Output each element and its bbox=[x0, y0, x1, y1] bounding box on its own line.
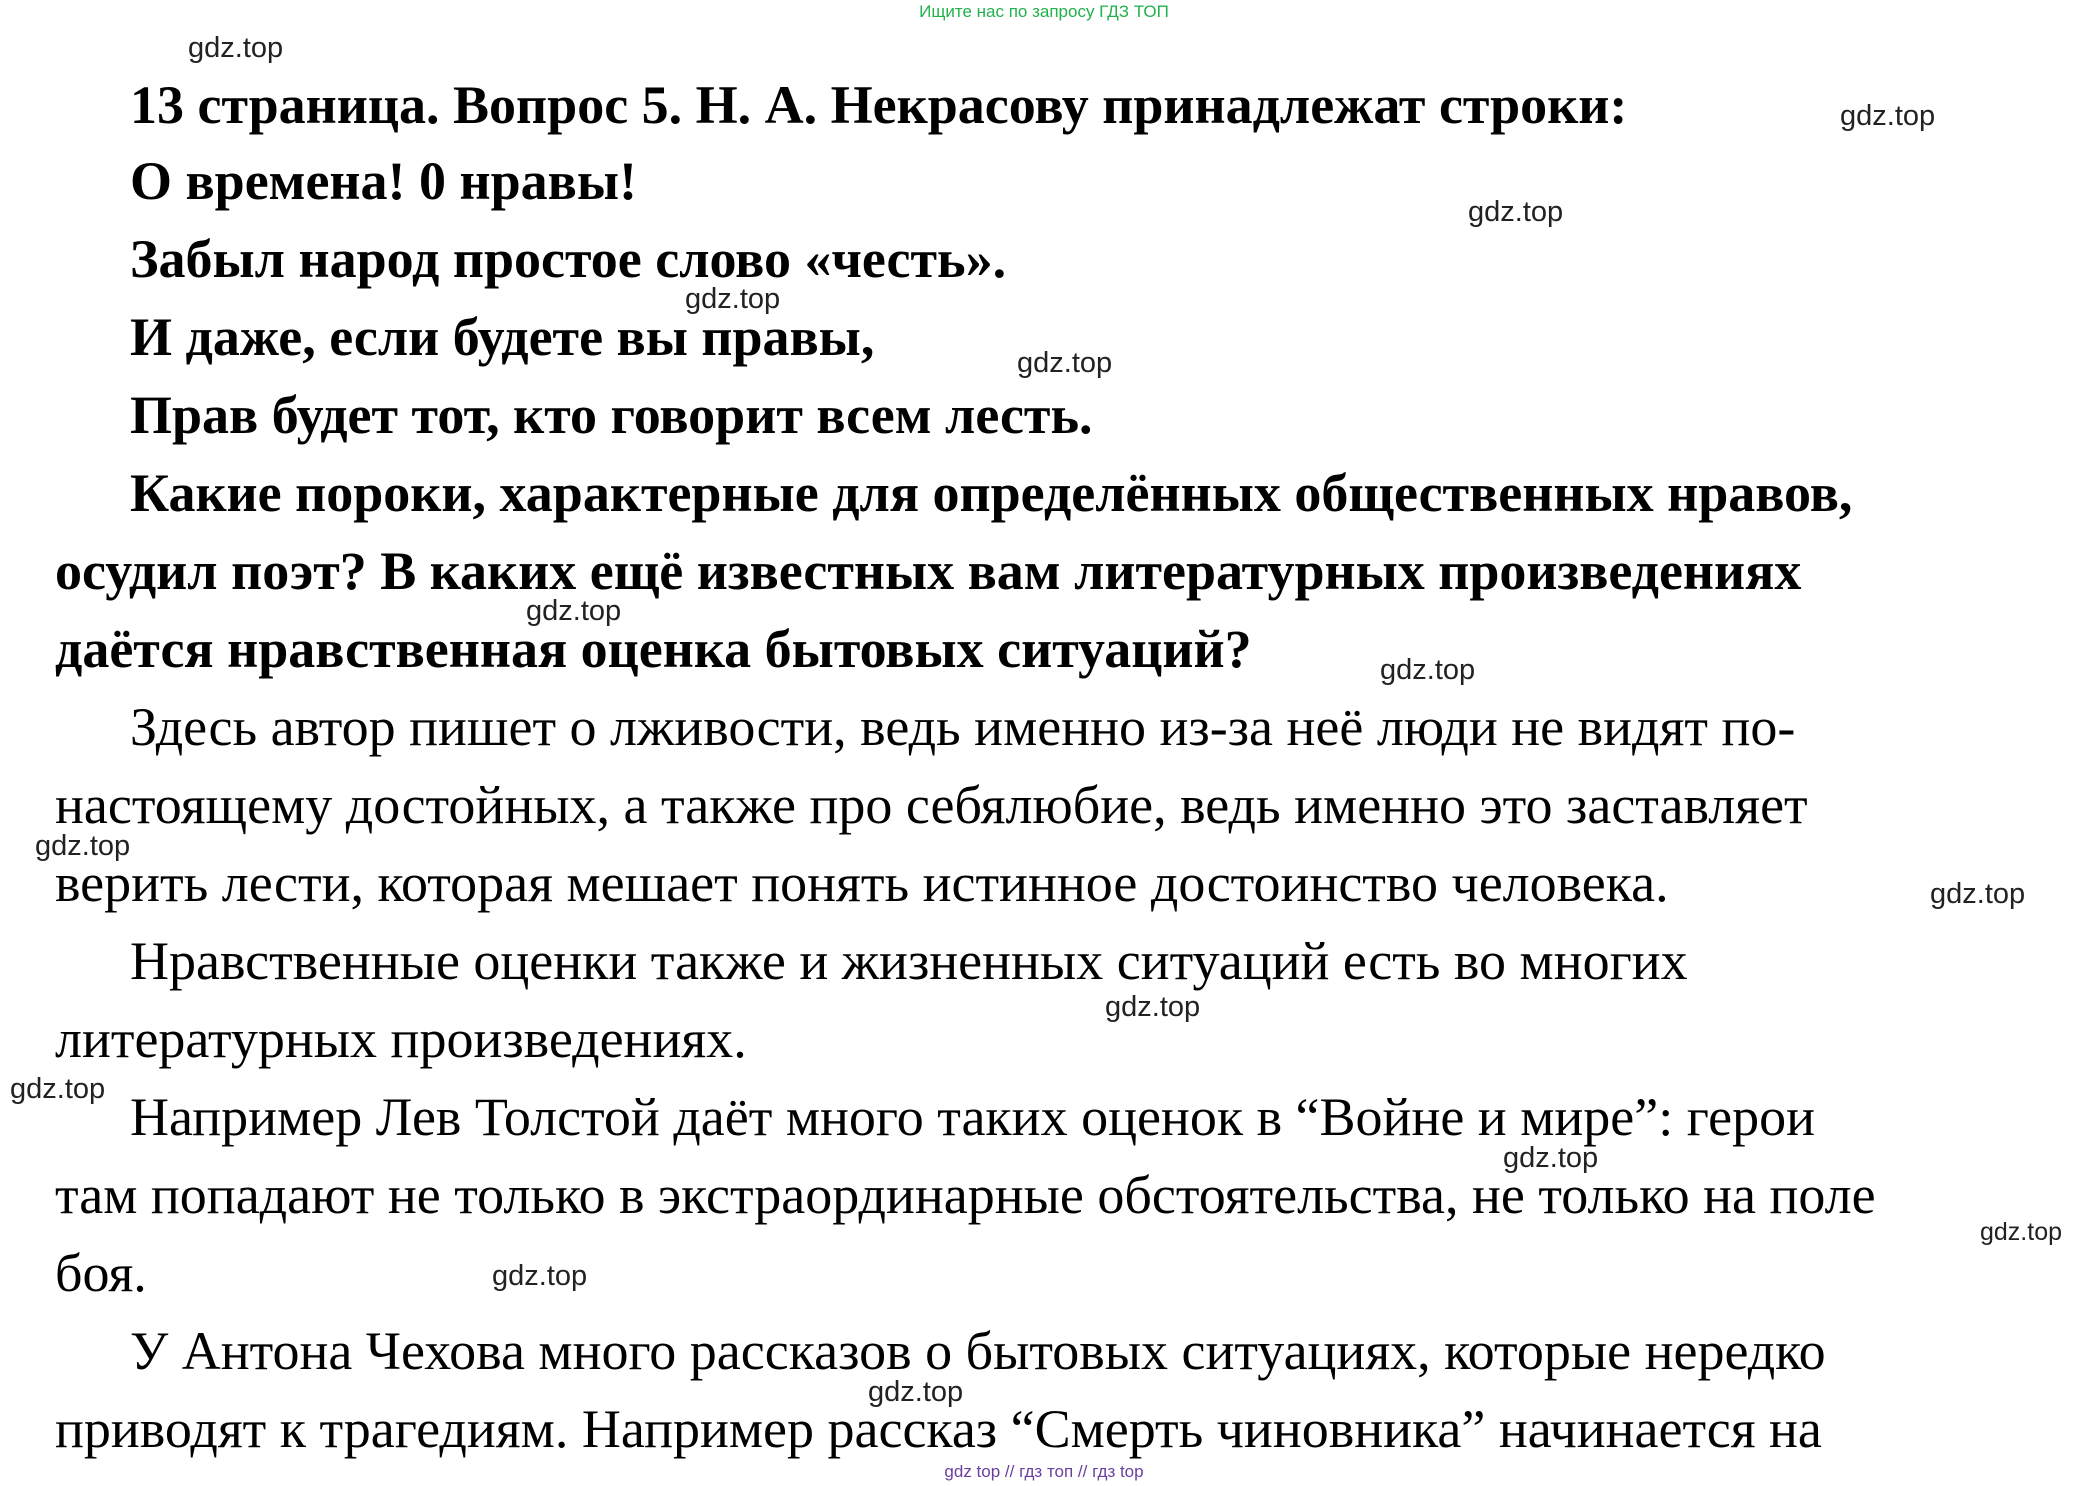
answer-line: приводят к трагедиям. Например рассказ “Смерть чиновника” начинается на bbox=[55, 1399, 1822, 1459]
top-banner: Ищите нас по запросу ГДЗ ТОП bbox=[919, 2, 1169, 21]
answer-line: Здесь автор пишет о лживости, ведь именно из-за неё люди не видят по- bbox=[130, 697, 1796, 757]
watermark: gdz.top bbox=[868, 1376, 964, 1408]
watermark: gdz.top bbox=[1503, 1142, 1599, 1174]
watermark: gdz.top bbox=[10, 1073, 106, 1105]
question-line: И даже, если будете вы правы, bbox=[130, 307, 875, 367]
answer-line: там попадают не только в экстраординарные обстоятельства, не только на поле bbox=[55, 1165, 1876, 1225]
watermark: gdz.top bbox=[526, 595, 622, 627]
answer-line: Нравственные оценки также и жизненных ситуаций есть во многих bbox=[130, 931, 1688, 991]
answer-line: Например Лев Толстой даёт много таких оценок в “Войне и мире”: герои bbox=[130, 1087, 1816, 1147]
watermark: gdz.top bbox=[685, 283, 781, 315]
question-line: осудил поэт? В каких ещё известных вам литературных произведениях bbox=[55, 541, 1802, 601]
watermark: gdz.top bbox=[188, 32, 284, 64]
watermark: gdz.top bbox=[1380, 654, 1476, 686]
question-line: О времена! 0 нравы! bbox=[130, 151, 637, 211]
footer-watermark: gdz top // гдз топ // гдз top bbox=[944, 1462, 1144, 1481]
watermark: gdz.top bbox=[1017, 347, 1113, 379]
question-line: даётся нравственная оценка бытовых ситуаций? bbox=[55, 619, 1252, 679]
watermark: gdz.top bbox=[492, 1260, 588, 1292]
watermark: gdz.top bbox=[35, 830, 131, 862]
watermark: gdz.top bbox=[1105, 991, 1201, 1023]
watermark: gdz.top bbox=[1840, 100, 1936, 132]
question-line: Какие пороки, характерные для определённых общественных нравов, bbox=[130, 463, 1853, 523]
answer-line: верить лести, которая мешает понять истинное достоинство человека. bbox=[55, 853, 1669, 913]
watermark: gdz.top bbox=[1980, 1218, 2063, 1246]
answer-line: литературных произведениях. bbox=[55, 1009, 747, 1069]
watermark: gdz.top bbox=[1468, 196, 1564, 228]
question-line: Прав будет тот, кто говорит всем лесть. bbox=[130, 385, 1093, 445]
watermark: gdz.top bbox=[1930, 878, 2026, 910]
answer-line: настоящему достойных, а также про себялюбие, ведь именно это заставляет bbox=[55, 775, 1808, 835]
question-line: 13 страница. Вопрос 5. Н. А. Некрасову принадлежат строки: bbox=[130, 75, 1628, 135]
question-line: Забыл народ простое слово «честь». bbox=[130, 229, 1007, 289]
answer-line: боя. bbox=[55, 1243, 147, 1303]
answer-line: У Антона Чехова много рассказов о бытовых ситуациях, которые нередко bbox=[130, 1321, 1826, 1381]
